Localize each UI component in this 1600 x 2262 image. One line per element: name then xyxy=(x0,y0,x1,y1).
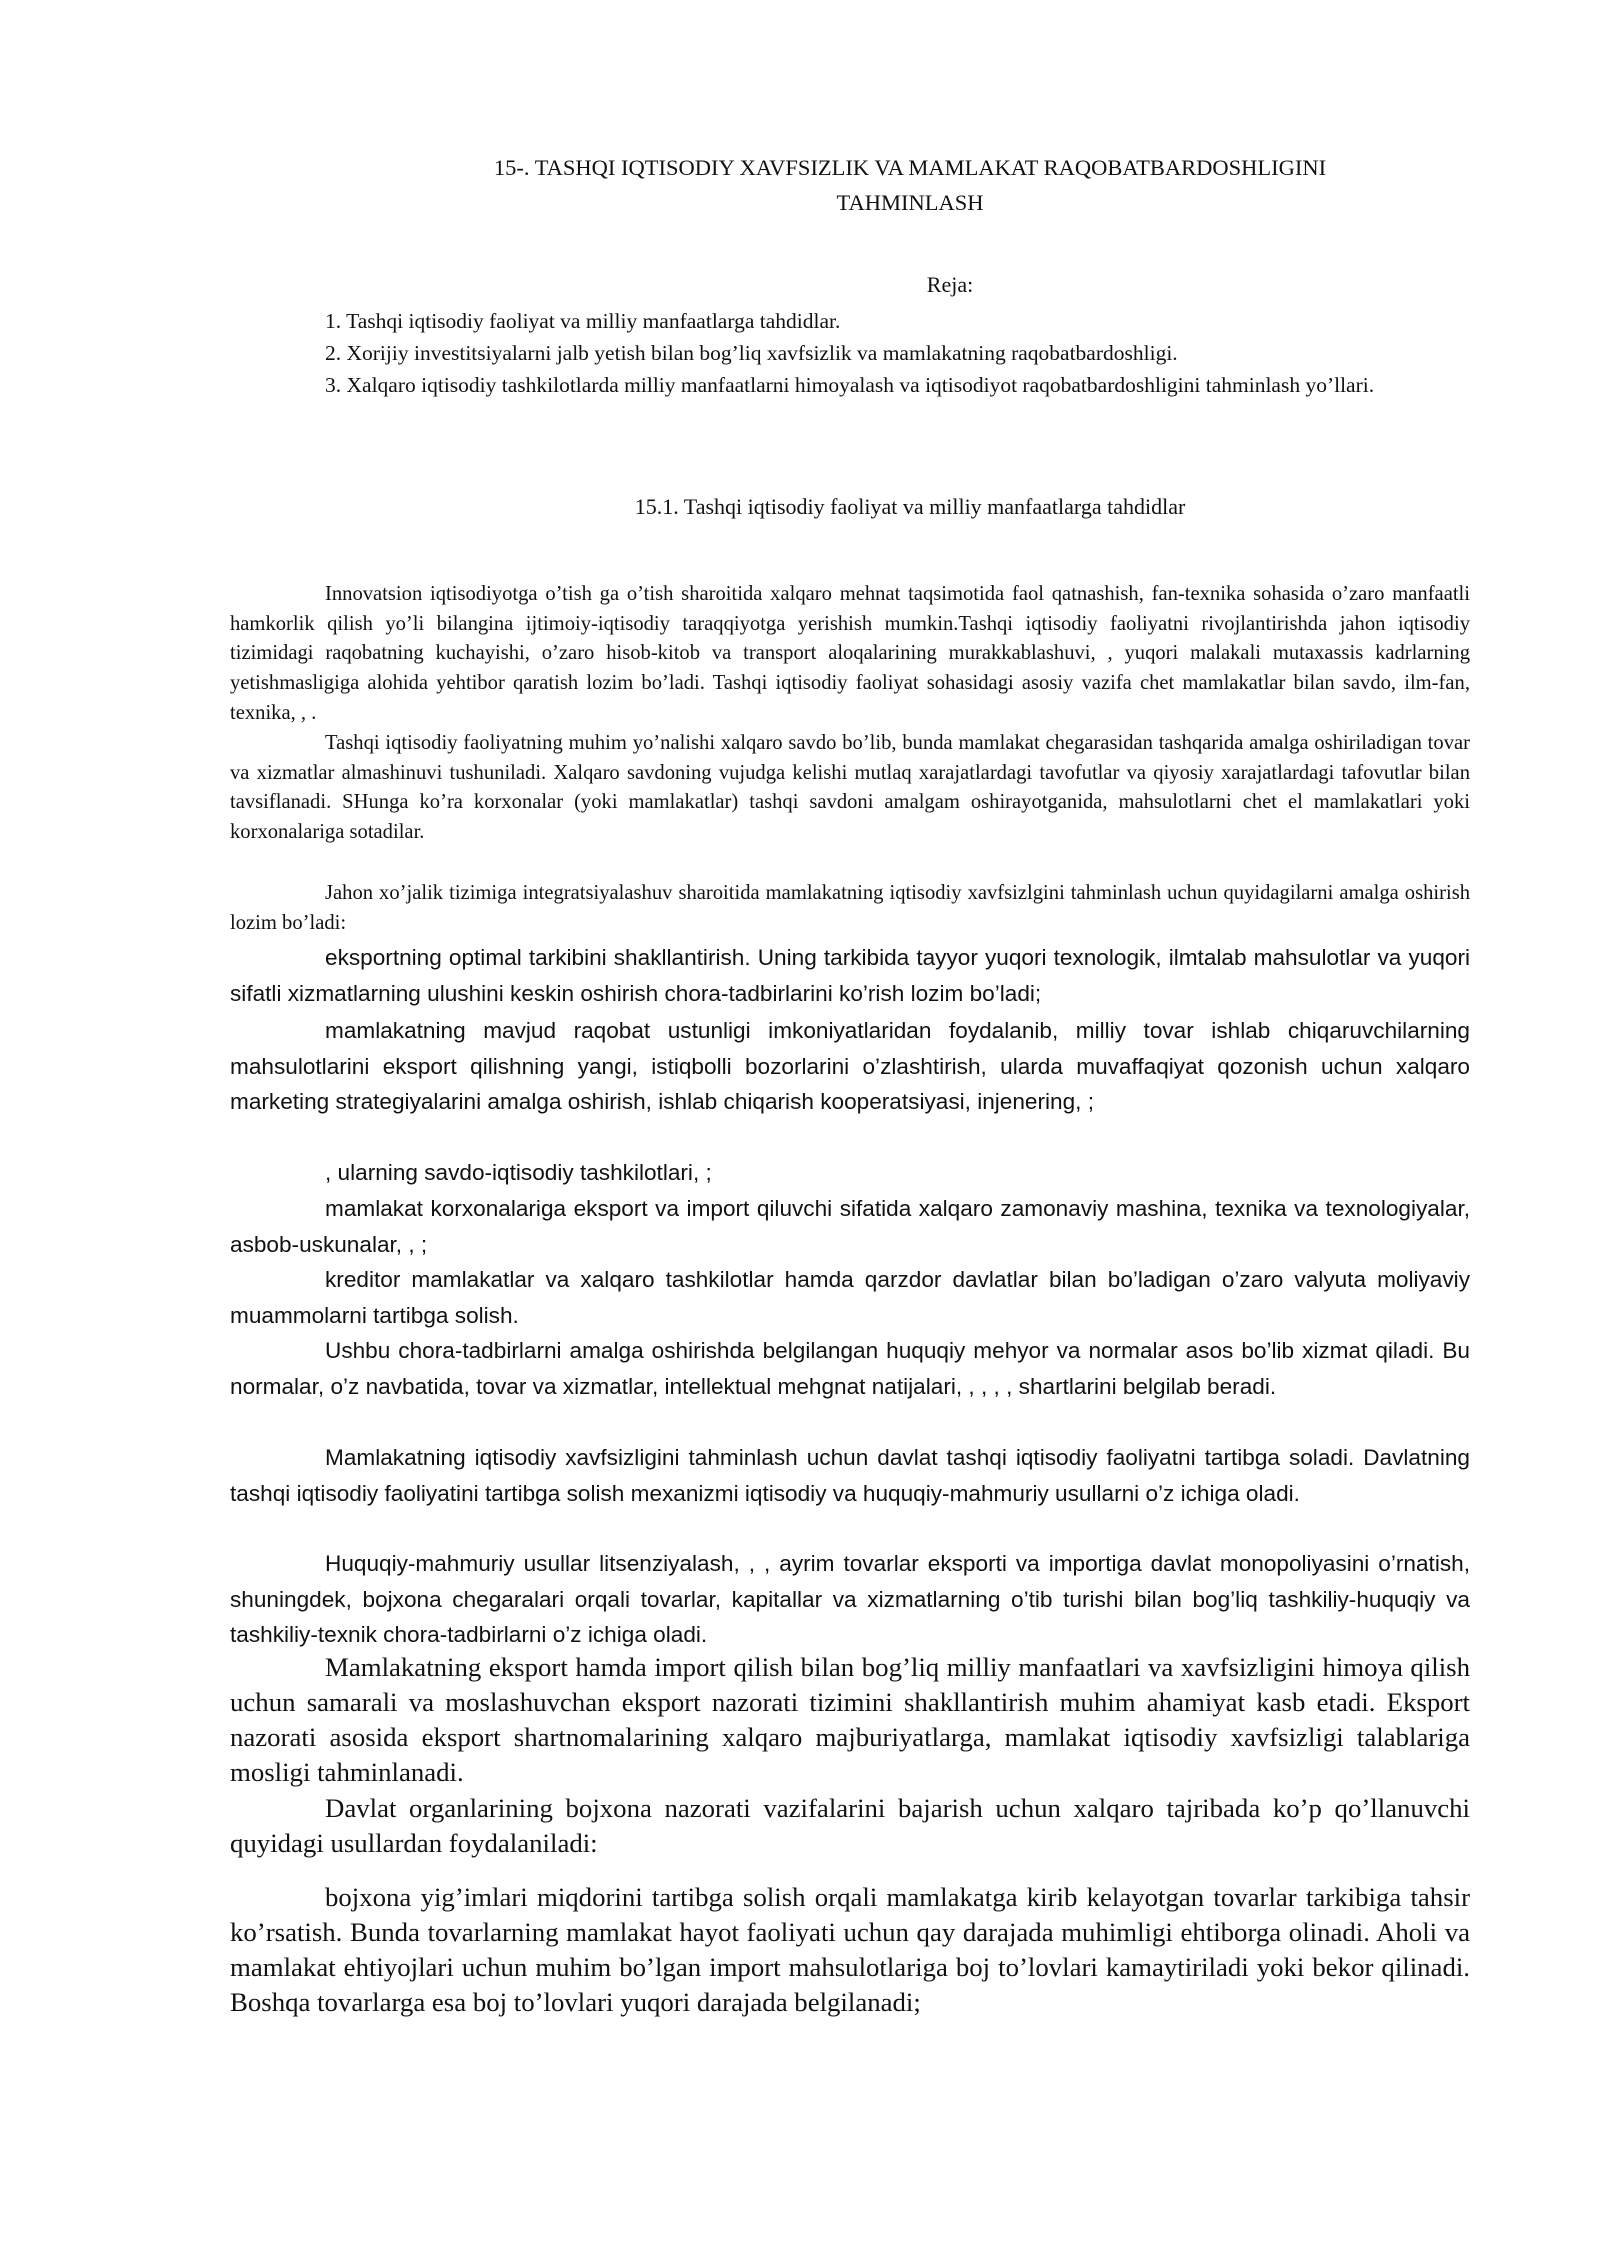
paragraph-11: Huquqiy-mahmuriy usullar litsenziyalash, , , ayrim tovarlar eksporti va importiga davlat monopoliyasini o’rnatish, shuningdek, bojxona chegaralari orqali tovarlar, kapitallar va xizmatlarning o’tib turishi bilan bog’liq tashkiliy-huquqiy va tashkiliy-texnik chora-tadbirlarni o’z ichiga oladi. xyxy=(230,1551,1470,1648)
paragraph-1: Innovatsion iqtisodiyotga o’tish ga o’tish sharoitida xalqaro mehnat taqsimotida faol qatnashish, fan-texnika sohasida o’zaro manfaatli hamkorlik qilish yo’li bilangina ijtimoiy-iqtisodiy taraqqiyotga yerishish mumkin.Tashqi iqtisodiy faoliyatni rivojlantirishda jahon iqtisodiy tizimidagi raqobatning kuchayishi, o’zaro hisob-kitob va transport aloqalarining murakkablashuvi, , yuqori malakali mutaxassis kadrlarning yetishmasligiga alohida yehtibor qaratish lozim bo’ladi. Tashqi iqtisodiy faoliyat sohasidagi asosiy vazifa chet mamlakatlar bilan savdo, ilm-fan, texnika, , . xyxy=(230,583,1470,724)
paragraph-8: kreditor mamlakatlar va xalqaro tashkilotlar hamda qarzdor davlatlar bilan bo’ladigan o’zaro valyuta moliyaviy muammolarni tartibga solish. xyxy=(230,1267,1470,1328)
plan-heading: Reja: xyxy=(926,272,974,297)
title-line-1: 15-. TASHQI IQTISODIY XAVFSIZLIK VA MAMLAKAT RAQOBATBARDOSHLIGINI xyxy=(493,155,1327,180)
paragraph-6: , ularning savdo-iqtisodiy tashkilotlari, ; xyxy=(325,1160,712,1185)
paragraph-10: Mamlakatning iqtisodiy xavfsizligini tahminlash uchun davlat tashqi iqtisodiy faoliyatni tartibga soladi. Davlatning tashqi iqtisodiy faoliyatini tartibga solish mexanizmi iqtisodiy va huquqiy-mahmuriy usullarni o’z ichiga oladi. xyxy=(230,1445,1470,1506)
paragraph-9: Ushbu chora-tadbirlarni amalga oshirishda belgilangan huquqiy mehyor va normalar asos bo’lib xizmat qiladi. Bu normalar, o’z navbatida, tovar va xizmatlar, intellektual mehgnat natijalari, , , , , shartlarini belgilab beradi. xyxy=(230,1338,1470,1399)
paragraph-3: Jahon xo’jalik tizimiga integratsiyalashuv sharoitida mamlakatning iqtisodiy xavfsizlgini tahminlash uchun quyidagilarni amalga oshirish lozim bo’ladi: xyxy=(230,882,1470,934)
document-title xyxy=(380,150,1440,220)
section-title: 15.1. Tashqi iqtisodiy faoliyat va milliy manfaatlarga tahdidlar xyxy=(634,494,1186,519)
paragraph-5: mamlakatning mavjud raqobat ustunligi imkoniyatlaridan foydalanib, milliy tovar ishlab chiqaruvchilarning mahsulotlarini eksport qilishning yangi, istiqbolli bozorlarini o’zlashtirish, ularda muvaffaqiyat qozonish uchun xalqaro marketing strategiyalarini amalga oshirish, ishlab chiqarish kooperatsiyasi, injenering, ; xyxy=(230,1018,1470,1115)
plan-item-3: 3. Xalqaro iqtisodiy tashkilotlarda milliy manfaatlarni himoyalash va iqtisodiyot raqobatbardoshligini tahminlash yo’llari. xyxy=(325,373,1375,397)
paragraph-14: bojxona yig’imlari miqdorini tartibga solish orqali mamlakatga kirib kelayotgan tovarlar tarkibiga tahsir ko’rsatish. Bunda tovarlarning mamlakat hayot faoliyati uchun qay darajada muhimligi ehtiborga olinadi. Aholi va mamlakat ehtiyojlari uchun muhim bo’lgan import mahsulotlariga boj to’lovlari kamaytiriladi yoki bekor qilinadi. Boshqa tovarlarga esa boj to’lovlari yuqori darajada belgilanadi; xyxy=(230,1882,1470,2017)
plan-item-2: 2. Xorijiy investitsiyalarni jalb yetish bilan bog’liq xavfsizlik va mamlakatning raqobatbardoshligi. xyxy=(325,341,1178,365)
paragraph-12: Mamlakatning eksport hamda import qilish bilan bog’liq milliy manfaatlari va xavfsizligini himoya qilish uchun samarali va moslashuvchan eksport nazorati tizimini shakllantirish muhim ahamiyat kasb etadi. Eksport nazorati asosida eksport shartnomalarining xalqaro majburiyatlarga, mamlakat iqtisodiy xavfsizligi talablariga mosligi tahminlanadi. xyxy=(230,1652,1470,1787)
paragraph-13: Davlat organlarining bojxona nazorati vazifalarini bajarish uchun xalqaro tajribada ko’p qo’llanuvchi quyidagi usullardan foydalaniladi: xyxy=(230,1793,1470,1858)
plan-item-1: 1. Tashqi iqtisodiy faoliyat va milliy manfaatlarga tahdidlar. xyxy=(325,309,841,333)
plan-list xyxy=(230,305,1470,401)
title-line-2: TAHMINLASH xyxy=(836,190,984,215)
paragraph-2: Tashqi iqtisodiy faoliyatning muhim yo’nalishi xalqaro savdo bo’lib, bunda mamlakat chegarasidan tashqarida amalga oshiriladigan tovar va xizmatlar almashinuvi tushuniladi. Xalqaro savdoning vujudga kelishi mutlaq xarajatlardagi tavofutlar va qiyosiy xarajatlardagi tafovutlar bilan tavsiflanadi. SHunga ko’ra korxonalar (yoki mamlakatlar) tashqi savdoni amalgam oshirayotganida, mahsulotlarni chet el mamlakatlari yoki korxonalariga sotadilar. xyxy=(230,732,1470,844)
paragraph-7: mamlakat korxonalariga eksport va import qiluvchi sifatida xalqaro zamonaviy mashina, texnika va texnologiyalar, asbob-uskunalar, , ; xyxy=(230,1196,1470,1257)
paragraph-4: eksportning optimal tarkibini shakllantirish. Uning tarkibida tayyor yuqori texnologik, ilmtalab mahsulotlar va yuqori sifatli xizmatlarning ulushini keskin oshirish chora-tadbirlarini ko’rish lozim bo’ladi; xyxy=(230,945,1470,1006)
